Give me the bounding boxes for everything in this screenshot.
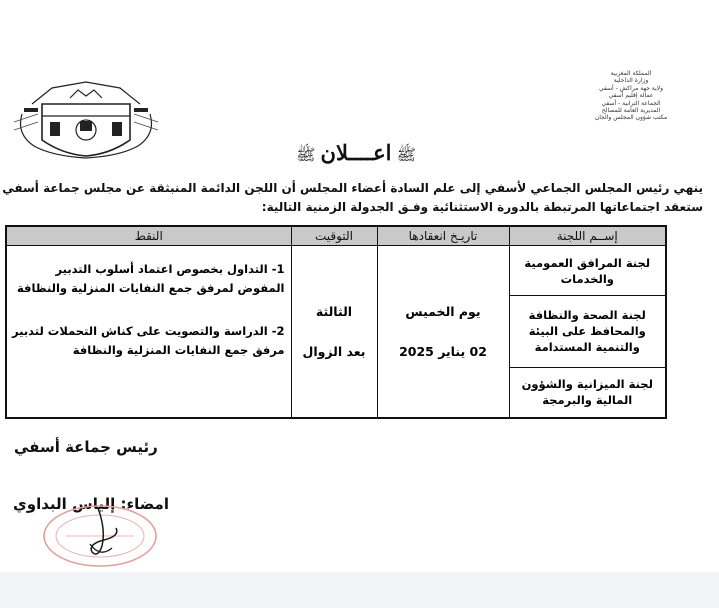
header-points: النقط — [6, 226, 291, 246]
schedule-table — [5, 225, 667, 419]
administration-header — [581, 70, 681, 122]
ornament-right: ﷺ — [396, 145, 416, 164]
time-session: الثالثة — [315, 303, 353, 319]
points-cell — [6, 246, 291, 419]
signature-title: رئيس جماعة أسفي — [14, 438, 158, 456]
date-cell — [377, 246, 509, 419]
intro-line-2: ستعقد اجتماعاتها المرتبطة بالدورة الاستثنائية وفـق الجدولة الزمنية التالية: — [261, 200, 703, 214]
announcement-title: اعــــلان — [320, 140, 392, 165]
committee-cell: لجنة المرافق العمومية والخدمات — [509, 246, 666, 296]
header-committee: إســم اللجنة — [509, 226, 666, 246]
admin-line: المملكة المغربية — [610, 70, 652, 77]
admin-line: الجماعة الترابية - أسفي — [601, 99, 661, 107]
committee-cell: لجنة الصحة والنظافة والمحافظ على البيئة والتنمية المستدامة — [509, 296, 666, 368]
announcement-intro — [2, 179, 703, 217]
date-value: 02 يناير 2025 — [399, 343, 487, 359]
admin-line: وزارة الداخلية — [613, 77, 649, 85]
table-header-row — [6, 226, 666, 246]
committee-cell: لجنة الميزانية والشؤون المالية والبرمجة — [509, 367, 666, 418]
signed-label: امضاء: — [120, 495, 169, 513]
bottom-background — [0, 572, 719, 608]
admin-line: عمالة إقليم أسفي — [608, 92, 654, 100]
date-day: يوم الخميس — [405, 303, 481, 319]
time-cell — [291, 246, 377, 419]
table-row — [6, 246, 666, 296]
agenda-point-1: 1- التداول بخصوص اعتماد أسلوب التدبير المفوض لمرفق جمع النفايات المنزلية والنظافة — [16, 262, 285, 295]
official-stamp-signature — [40, 500, 160, 570]
announcement-title-block — [250, 140, 462, 166]
signer-name: إلياس البداوي — [13, 495, 116, 513]
admin-line: ولاية جهة مراكش - أسفي — [598, 84, 664, 92]
city-crest-logo — [12, 74, 160, 160]
top-background — [0, 0, 719, 64]
admin-line: مكتب شؤون المجلس والجان — [594, 114, 668, 122]
header-time: التوقيت — [291, 226, 377, 246]
agenda-point-2: 2- الدراسة والتصويت على كناش التحملات لتدبير مرفق جمع النفايات المنزلية والنظافة — [11, 324, 285, 357]
signature-title-row — [0, 438, 719, 456]
admin-line: المديرية العامة للمصالح — [601, 107, 661, 115]
ornament-left: ﷺ — [296, 145, 316, 164]
header-date: تاريـخ انعقادها — [377, 226, 509, 246]
time-part: بعد الزوال — [302, 343, 366, 359]
intro-line-1: ينهي رئيس المجلس الجماعي لأسفي إلى علم السادة أعضاء المجلس أن اللجن الدائمة المنبثقة عن مجلس جماعة أسفي — [2, 181, 703, 195]
